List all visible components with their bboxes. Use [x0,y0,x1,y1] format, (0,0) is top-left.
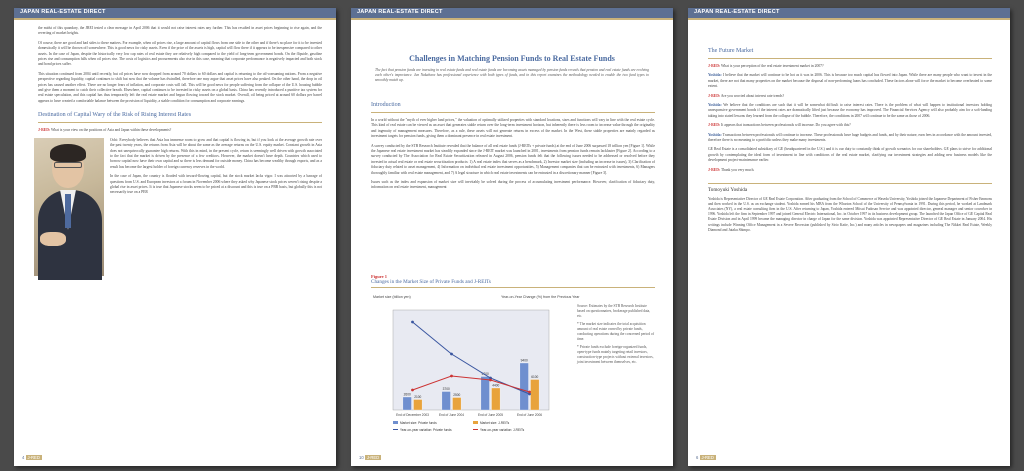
bar [453,398,462,411]
speaker-label: Yoshida: [708,132,722,137]
question-text: It appears that transactions between professionals will increase. Do you agree with this? [721,123,851,128]
bar-value-label: 3700 [442,387,450,391]
figure-label: Figure 1 [371,274,388,279]
legend-entry: Market size: Private funds [400,421,437,425]
legend-entry: Year-on-year variation: Private funds [400,428,452,432]
answer-text: We believe that the conditions are such that it will be somewhat difficult to raise interest rates. There is the problem of what will happen to institutional investors holding unresponsive government bonds if the interest rates are dramatically lifted just because the economy has improved. The Financial Services Agency will also probably aim for a soft-landing taking into stated lessons they learned from the collapse of the bubble. Therefore, the conditions in 2007 will continue to be the same as those of 2006. [708,103,992,118]
figure-notes [577,304,655,368]
section-rule [38,122,322,123]
figure-note: * Private funds exclude foreign-organized funds, open-type funds mainly targeting retail investors, construction-type projects without external investors, joint investment between themselves, etc. [577,345,654,364]
bar [481,377,490,411]
bar [492,388,501,410]
interviewee-photo [34,138,104,276]
header-accent-rule [688,18,1010,20]
bar [520,363,529,410]
page-content [38,26,322,280]
question-text: What is your perception of the real estate investment market in 2007? [720,64,824,68]
bar-value-label: 9400 [520,358,528,363]
answer-text: I believe that the market will continue to be hot as it was in 2006. This is because too much capital has flowed into Japan. While there are many people who want to invest in the market, there are not that many properties on the market because the disposal of non-performing loans has concluded. These factors alone will force the market to become overheated to some extent. [708,73,993,89]
answer-paragraph: Ochi: Everybody believes that Asia has immense room to grow and that capital is flowing in, but if you look at the average growth rate over the past twenty years, the returns from Asia will be about the same as the average returns on the U.S. equity market. Constant growth in Asia does not unequivocally guarantee high returns. With this in mind, in the present cycle, return is seemingly well driven with growth associated to the fact that the market is driven by the presence of a few creditors. However, the market doesn't have depth. Countries which used to borrow capital now have their own capital and so there is less demand for outside money. China has become wealthy through exports, and as a result has become the largest holder of foreign currency reserves in the world. [110,137,322,169]
page-header [688,8,1010,18]
bar [531,380,540,411]
footer-label: J-RED [701,455,714,460]
page-number: 6 [696,455,699,460]
header-title: JAPAN REAL-ESTATE DIRECT [357,9,443,15]
paragraph: Issues such as the index and expansion of market size will inevitably be solved during the process of accumulating investment performance. However, clarification of fiduciary duty, information on real estate investment, management [371,180,655,190]
legend-entry: Year-on-year variation: J-REITs [480,428,525,432]
article-deck: The fact that pension funds are investing in real estate funds and real estate funds are becoming assets managed by pension funds reveals that pension and real estate funds are evolving each other's importance. Jun Nakahara has professional experience with both types of funds, and in this report examines the methodology needed to enable the two fund types to smoothly match up. [375,68,649,83]
paragraph: Of course, there are good and bad sides to these matters. For example, when oil prices rise, a large amount of capital flows from one side to the other and if there's no place for it to be invested domestically it will be thrown off somewhere. This is good news for risky assets. Even if the price of the assets is high, capital will flow there if it appears to be inexpensive compared to other assets. In the case of Japan, despite the historically very low cap rates of real estate they are relatively high compared to the yield of long-term government bonds. On the flipside, gasoline prices rise and consumption falls when oil prices rise. The costs of logistics and procurements also rise in this case, meaning that corporate performance is negatively impacted and both stock and bond prices suffer. [38,40,322,67]
page-number: 10 [359,455,364,460]
answer [708,147,992,163]
figure-note: * The market size indicates the total acquisition amount of real estate owned by private funds, conducting operations during the concerned period of time. [577,322,655,341]
legend-swatch [473,421,478,424]
footer-label: J-RED [27,455,40,460]
legend-entry: Market size: J-REITs [480,421,510,425]
answer [708,73,992,89]
qa-list [708,64,992,173]
question-text: What is your view on the positions of Asia and Japan within these developments? [50,128,172,133]
line-point [489,379,492,382]
line-point [411,321,414,324]
line-point [528,391,531,394]
answer-text: Transactions between professionals will continue to increase. These professionals have huge budgets and funds, and by their nature, earn fees in accordance with the amount invested, therefore there is no meaning to a portfolio unless they make many investments. [708,132,992,143]
question [708,123,992,128]
page-footer [696,455,718,460]
x-tick-label: End of June 2005 [478,413,503,417]
answer [708,103,992,119]
paragraph: In a world without the "myth of ever higher land prices," the valuation of optimally utilized properties with standard locations, sizes and functions will vary in line with the real estate cycle. This kind of real estate can be viewed as an asset that generates stable return over the long-term investment horizon, but inherently there is less room to increase value through the originality and ingenuity of management measures. Therefore, as a rule, these assets will not generate returns in excess of the market. In the West, these stable properties are mainly regarded as investment targets for pension funds, giving them a dominant presence in real estate investment. [371,118,655,139]
line-point [450,353,453,356]
section-rule [371,112,655,113]
speaker-label: J-RED: [708,123,721,128]
speaker-label: Yoshida: [708,103,722,108]
question [708,168,992,173]
question [708,94,992,99]
speaker-label: J-RED: [708,93,721,98]
bio-text: Yoshida is Representative Director of GE Real Estate Corporation. After graduating from the School of Commerce at Waseda University, Yoshida joined the Japanese Department of Fisher Emmons and then worked in the U.S. as an exchange student. Yoshida earned his MBA from the Wharton School of the University of Pennsylvania in 1991. During this period, he worked at Landmark Associates (NY), a real estate consulting firm in the U.S. After returning to Japan, Yoshida entered Mitsui Fudosan Service and was appointed director, general manager and senior coworker in 1996. Yoshida left the firm in September 1997 and joined General Electric International, Inc. in October 1997 in its business development group. The launched the Japan Office of GE Capital Real Estate Division and in April 1999 became the managing director in charge of Japan for the same division. Yoshida was appointed Representative Director of GE Real Estate in January 2004. His writings include Winning Office Management in a Severe Recession (published by Sirio Katie, Inc.) and many articles in newspapers and magazines including The Nikkei Real Estate, Weekly Diamond and Jutaku Shimpo. [708,196,992,232]
bar [442,392,451,411]
question [38,128,322,133]
figure-title: Changes in the Market Size of Private Funds and J-REITs [371,279,491,285]
question-text: Are you worried about interest rate trends? [720,93,785,98]
paragraph: the midst of this quandary, the JREI tested a clear message in April 2006 that it would not raise interest rates any further. This has resulted in asset prices beginning to rise again, and the reverting of market heights. [38,26,322,36]
bio-rule [708,183,992,184]
figure-rule [371,287,655,288]
answer [708,133,992,144]
answer-text: GE Real Estate is a consolidated subsidiary of GE (headquartered in the U.S.) and it is our duty to constantly think of growth scenarios for our shareholders. GE plans to strive for additional growth by contemplating the ideal form of investment in line with conditions of the real estate market, clarifying our investment strategies and adding new business models like the development project-maintenance earlier. [708,147,992,163]
bar-value-label: 2500 [453,393,461,397]
section-title: The Future Market [708,48,754,54]
section-title: Destination of Capital Wary of the Risk of Rising Interest Rates [38,112,192,119]
page-content [708,26,992,233]
bar-value-label: 2600 [403,392,411,397]
market-size-chart [371,292,580,452]
header-title: JAPAN REAL-ESTATE DIRECT [20,9,106,15]
answer-paragraph: In the case of Japan, the country is flooded with inward-flowing capital, but the stock market lacks vigor. I was attracted by a barrage of questions from U.S. and European investors at a forum in November 2006 where they asked why Japanese stock prices weren't rising despite a global rise in asset prices. It is true that Japanese stocks seem to be priced at a discount and this is true on a PBR basis, but globally this is not necessarily true on a PER [110,174,322,195]
speaker-label: J-RED: [708,167,721,172]
x-tick-label: End of December 2003 [396,413,429,417]
page-footer [22,455,44,460]
article-body [371,102,655,195]
bar [403,397,412,410]
question-text: Thank you very much. [720,167,755,172]
y2-axis-label: Year-on-Year Change (%) from the Previous Year [501,295,580,299]
line-point [450,375,453,378]
speaker-label: J-RED: [708,64,721,68]
paragraph: A survey conducted by the STB Research Institute revealed that the balance of all real estate funds (J-REITs + private funds) at the end of June 2006 surpassed 18 trillion yen [Figure 1]. While the Japanese real estate investment market has steadily expanded since the J-REIT market was launched in 2001, investments from pension funds remain lackluster [Figure 2]. According to a survey conducted by The Association for Real Estate Securitization released in August 2006, pension funds felt that the following issues needed to be addressed or resolved before they invested in actual real estate or real estate securitization products: 1) A real estate index that serves as a benchmark, 2) Investor market size (including an increase in issues), 3) Clarification of fiduciary duty related to asset management, 4) Information on individual real estate investment opportunities, 5) Management companies that can be entrusted with investments, 6) Managers thoroughly familiar with real estate management, and 7) A legal structure in which real estate investments can be entrusted in a discretionary manner [Figure 3]. [371,143,655,175]
page-left [14,8,336,466]
page-footer [359,455,383,460]
footer-label: J-RED [366,455,380,460]
speaker-label: Yoshida: [708,73,722,78]
page-header [351,8,673,18]
bar-value-label: 4400 [492,383,500,388]
paragraph: This situation continued from 2004 until recently, but oil prices have now dropped from around 70 dollars to 60 dollars and capital is returning to the oil-consuming nations. From a negative perspective regarding liquidity, capital continues to shift but now that the volume has dwindled, therefore one may argue that asset prices have also peaked. On the other hand, the drop in oil prices has caused another effect. There are no longer fears of inflation, and corporate costs will fall. This will be good news for people suffering from the collapse of the U.S. housing bubble and give them a moment to catch their collective breath. Elsewhere, capital continues to be invested in risky assets on a global basis. China has recently introduced a punitive tax system for real estate speculation, and this capital has thus temporarily left the real estate market and begun flowing toward the stock market. Overall, oil being priced at around 60 dollars per barrel appears to have created a comfortable balance between the provision of liquidity, a stable condition for consumption and corporate earnings. [38,71,322,103]
question [708,64,992,69]
legend-swatch [393,421,398,424]
bar-value-label: 6700 [481,372,489,376]
line-point [411,389,414,392]
header-accent-rule [14,18,336,20]
page-right [688,8,1010,466]
section-title: Introduction [371,102,401,108]
bar [414,400,423,411]
bio-name: Tomoyuki Yoshida [708,187,748,194]
header-title: JAPAN REAL-ESTATE DIRECT [694,9,780,15]
header-accent-rule [351,18,673,20]
section-rule [708,58,992,59]
speaker-label: J-RED: [38,128,51,133]
bar-value-label: 6100 [531,375,539,379]
figure-note: Source: Estimates by the STB Research Institute based on questionnaires, brokerage published data, etc. [577,304,651,318]
page-header [14,8,336,18]
page-number: 4 [22,455,25,460]
bar-value-label: 2100 [414,395,422,399]
y-axis-label: Market size (billion yen) [373,295,411,299]
page-center [351,8,673,466]
article-title: Challenges in Matching Pension Funds to Real Estate Funds [409,54,615,63]
figure [371,274,655,454]
x-tick-label: End of June 2006 [517,413,542,417]
x-tick-label: End of June 2004 [439,413,464,417]
